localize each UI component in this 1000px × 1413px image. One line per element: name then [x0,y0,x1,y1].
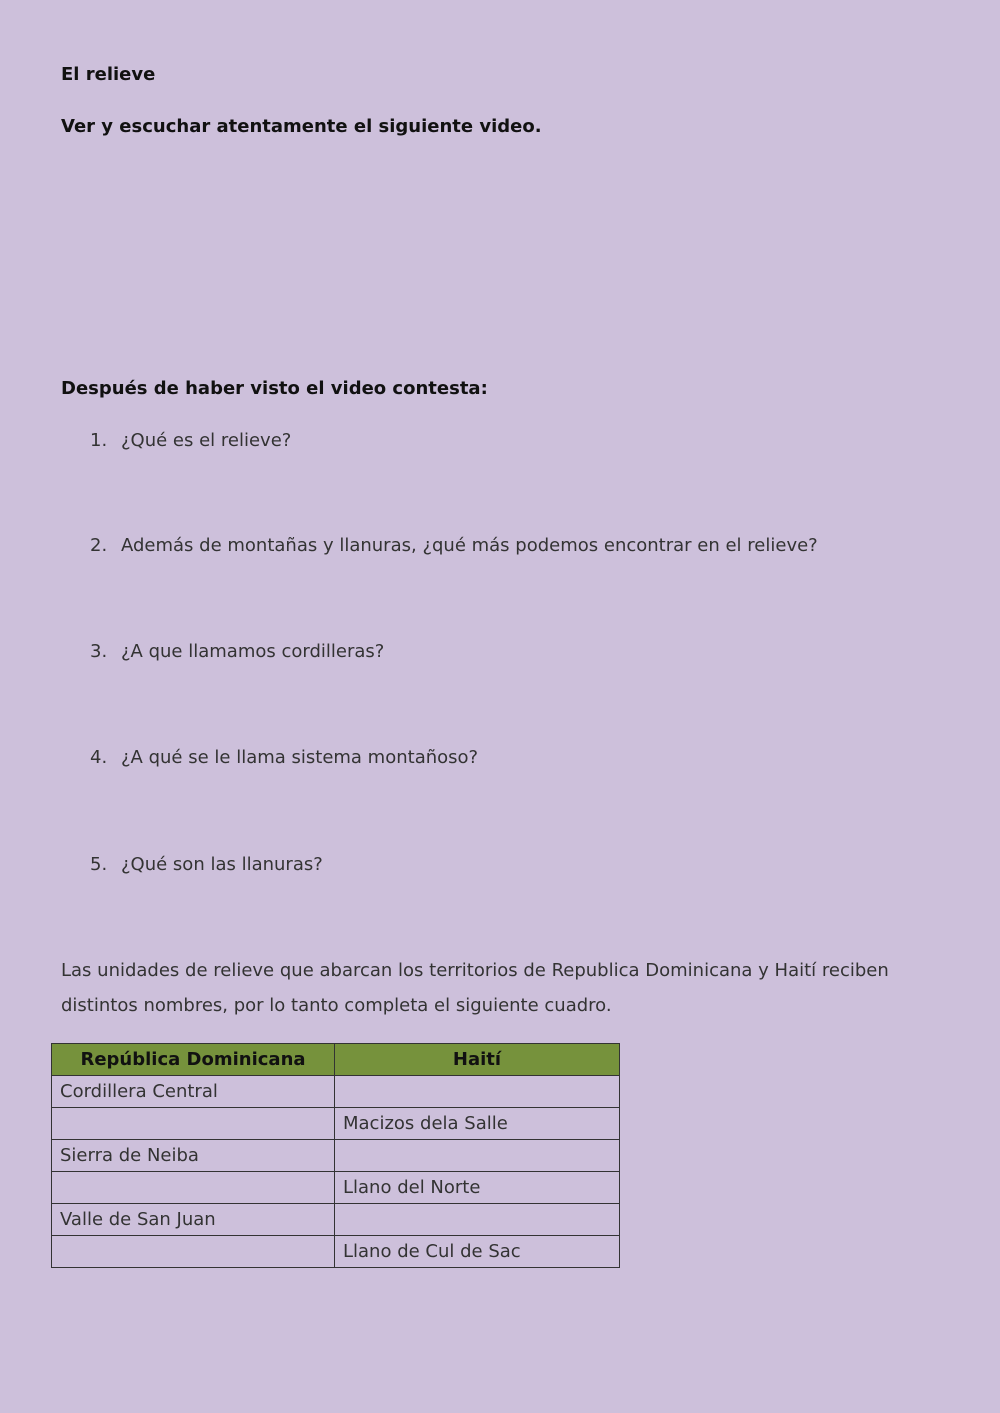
question-text: ¿A qué se le llama sistema montañoso? [121,747,479,768]
video-placeholder[interactable] [61,150,661,360]
table-cell: Valle de San Juan [52,1204,335,1236]
question-number: 3. [90,641,108,662]
question-number: 2. [90,535,108,556]
page-title: El relieve [61,64,156,85]
table-row [52,1172,620,1204]
question-text: Además de montañas y llanuras, ¿qué más podemos encontrar en el relieve? [121,535,818,556]
question-item [90,747,478,768]
table-row [52,1140,620,1172]
column-header-haiti: Haití [335,1044,620,1076]
table-cell[interactable] [52,1236,335,1268]
question-number: 1. [90,430,108,451]
table-intro-paragraph: Las unidades de relieve que abarcan los territorios de Republica Dominicana y Haití reciben distintos nombres, por lo tanto completa el siguiente cuadro. [61,960,889,1016]
table-header-row [52,1044,620,1076]
table-row [52,1076,620,1108]
table-cell[interactable] [52,1108,335,1140]
question-item [90,854,323,875]
table-cell[interactable] [335,1140,620,1172]
table-cell[interactable] [335,1076,620,1108]
video-instruction: Ver y escuchar atentamente el siguiente video. [61,116,542,137]
table-cell: Cordillera Central [52,1076,335,1108]
table-cell[interactable] [335,1204,620,1236]
question-text: ¿Qué son las llanuras? [121,854,323,875]
table-cell: Sierra de Neiba [52,1140,335,1172]
table-cell: Llano del Norte [335,1172,620,1204]
table-cell: Llano de Cul de Sac [335,1236,620,1268]
table-cell[interactable] [52,1172,335,1204]
table-row [52,1108,620,1140]
question-number: 4. [90,747,108,768]
question-text: ¿A que llamamos cordilleras? [121,641,385,662]
table-cell: Macizos dela Salle [335,1108,620,1140]
question-number: 5. [90,854,108,875]
question-item [90,641,384,662]
questions-heading: Después de haber visto el video contesta: [61,378,488,399]
table-row [52,1236,620,1268]
table-row [52,1204,620,1236]
question-item [90,535,818,556]
relief-table [51,1043,620,1268]
column-header-dominican-republic: República Dominicana [52,1044,335,1076]
question-text: ¿Qué es el relieve? [121,430,292,451]
question-item [90,430,291,451]
